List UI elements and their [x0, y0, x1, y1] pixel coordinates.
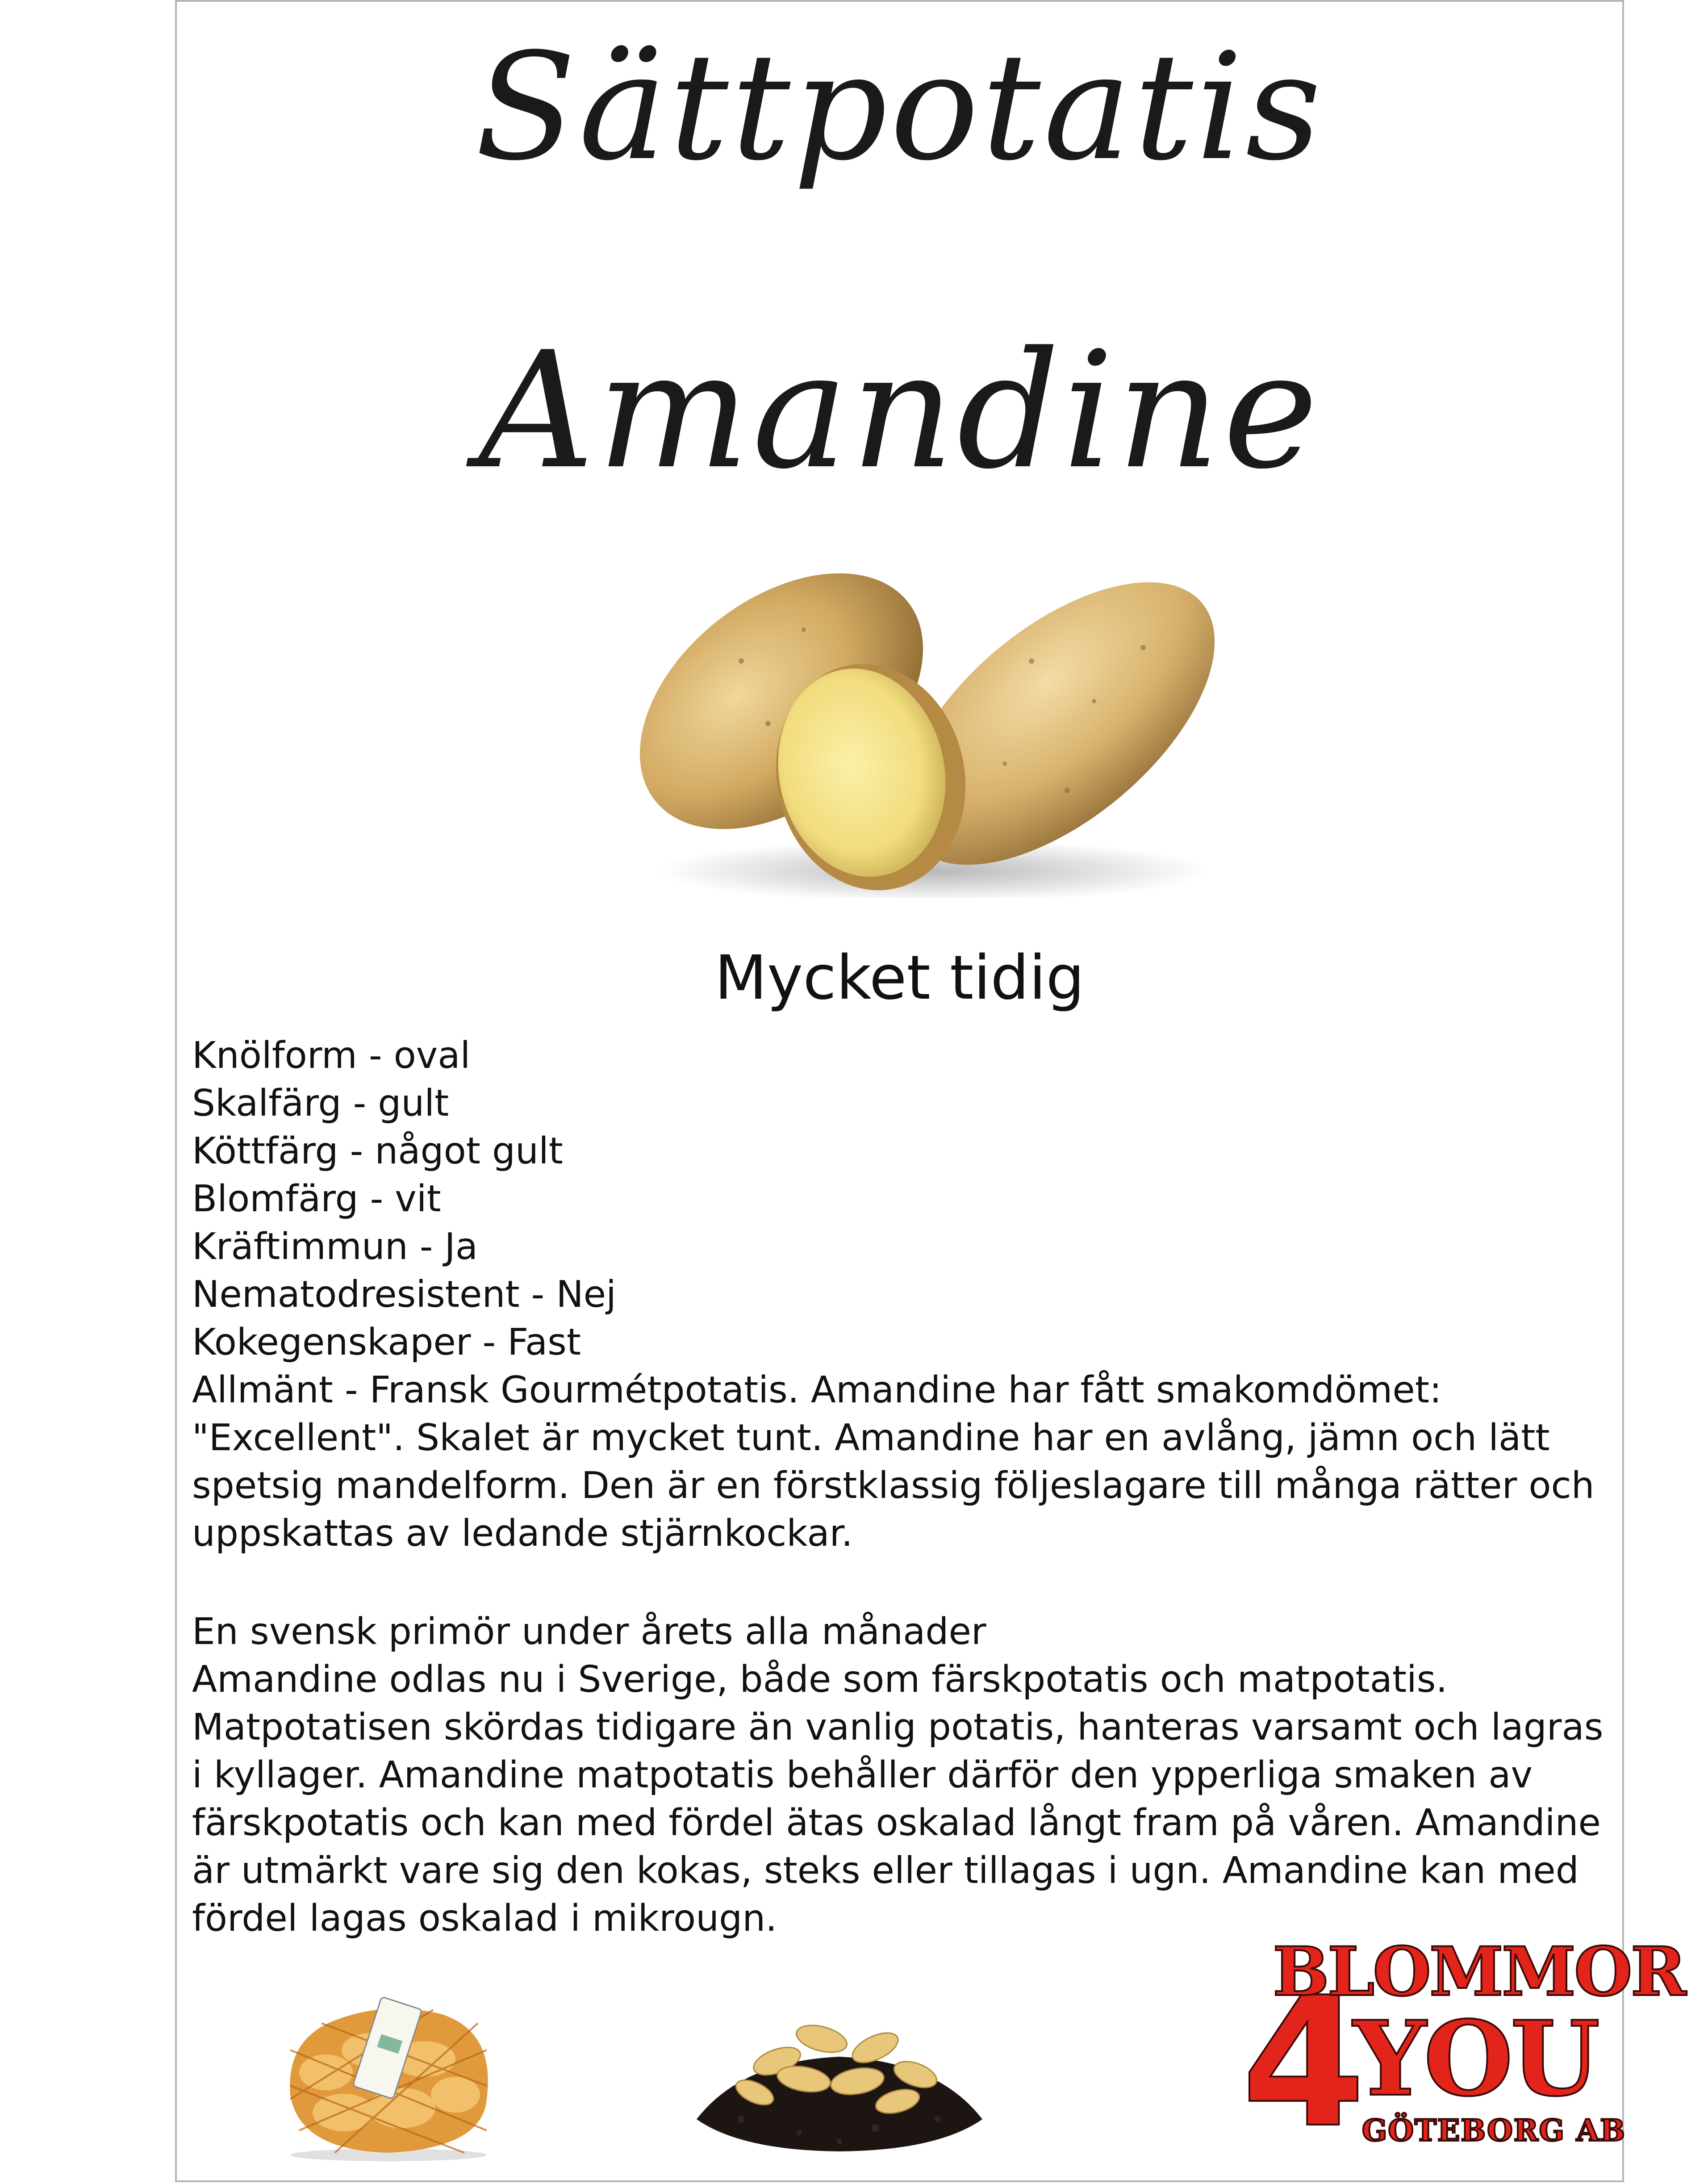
logo — [1232, 1933, 1685, 2175]
section-text: Amandine odlas nu i Sverige, både som färskpotatis och matpotatis. Matpotatisen skördas tidigare än vanlig potatis, hanteras varsamt och lagras i kyllager. Amandine matpotatis behåller därför den ypperliga smaken av färskpotatis och kan med fördel ätas oskalad långt fram på våren. Amandine är utmärkt vare sig den kokas, steks eller tillagas i ugn. Amandine kan med fördel lagas oskalad i mikrougn. — [192, 1658, 1604, 1940]
property-tuber-shape: Knölform - oval — [192, 1034, 471, 1077]
property-cooking: Kokegenskaper - Fast — [192, 1321, 581, 1364]
soil-pile-icon — [688, 1985, 991, 2155]
property-nematode-resistant: Nematodresistent - Nej — [192, 1273, 616, 1316]
logo-you: YOU — [1353, 1999, 1598, 2119]
net-bag-icon — [272, 1983, 505, 2162]
property-list — [192, 1032, 1616, 1557]
title-line-2: Amandine — [478, 317, 1321, 504]
general-description: Allmänt - Fransk Gourmétpotatis. Amandine har fått smakomdömet: "Excellent". Skalet är mycket tunt. Amandine har en avlång, jämn och lätt spetsig mandelform. Den är en förstklassig följeslagare till många rätter och uppskattas av ledande stjärnkockar. — [192, 1369, 1595, 1555]
section-body — [192, 1608, 1616, 1942]
property-flower-color: Blomfärg - vit — [192, 1178, 441, 1220]
potatoes-photo — [594, 514, 1255, 898]
title-line-1: Sättpotatis — [475, 21, 1324, 193]
property-flesh-color: Köttfärg - något gult — [192, 1130, 563, 1172]
logo-four: 4 — [1241, 1959, 1366, 2167]
subtitle: Mycket tidig — [714, 943, 1085, 1013]
property-wart-immune: Kräftimmun - Ja — [192, 1226, 478, 1268]
logo-sub: GÖTEBORG AB — [1362, 2113, 1626, 2148]
logo-line1: BLOMMOR — [1273, 1933, 1685, 2011]
property-skin-color: Skalfärg - gult — [192, 1082, 449, 1125]
section-heading: En svensk primör under årets alla månader — [192, 1611, 986, 1653]
